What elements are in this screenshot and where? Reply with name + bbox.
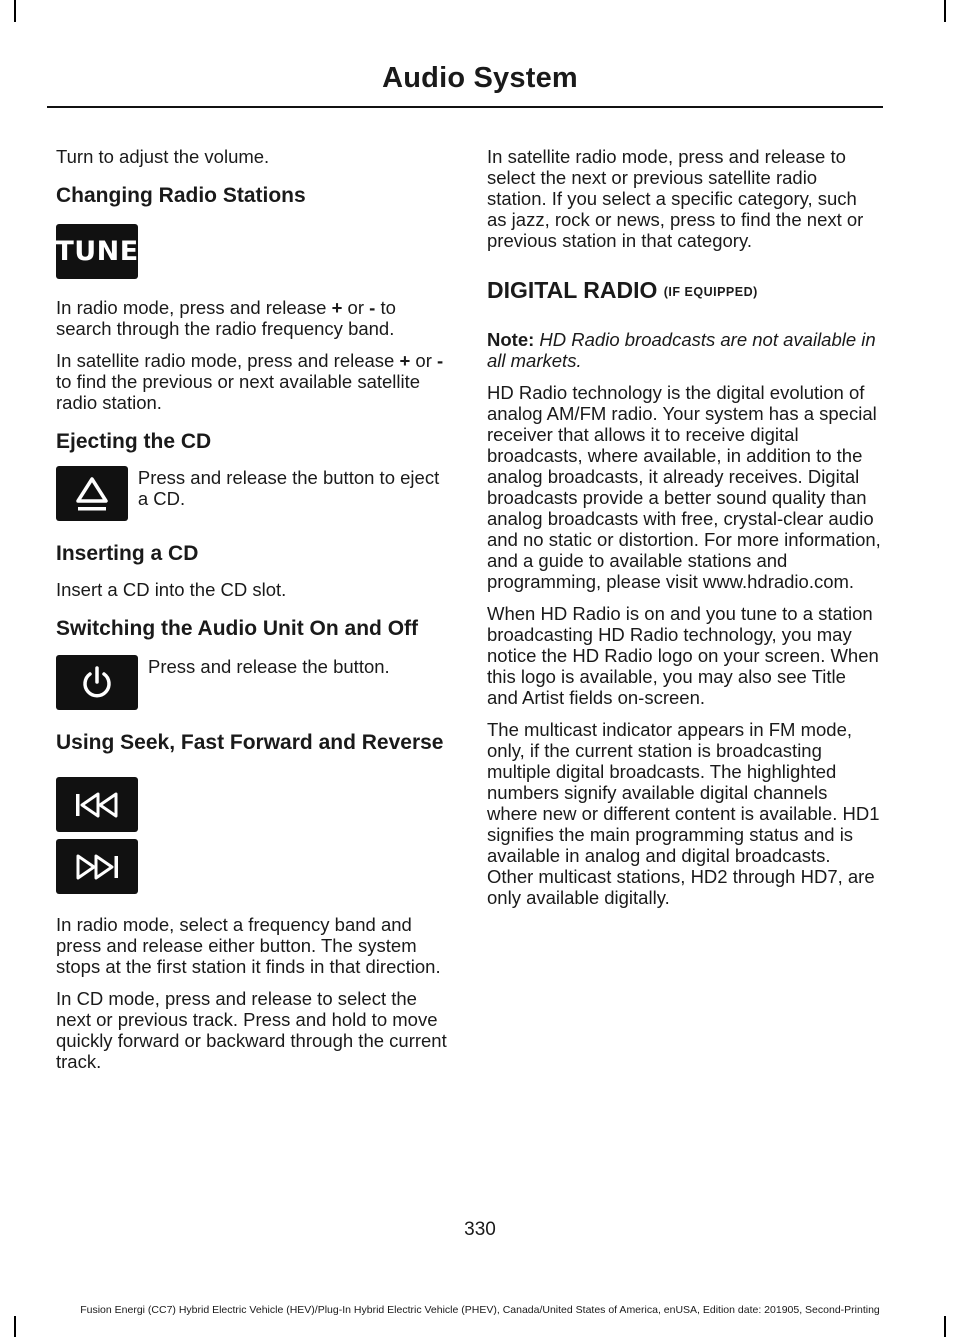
seek-forward-icon — [56, 839, 138, 894]
note-text: Note: HD Radio broadcasts are not available in all markets. — [487, 329, 876, 371]
hd-radio-logo-text: When HD Radio is on and you tune to a station broadcasting HD Radio technology, you may notice the HD Radio logo on your screen. When this logo is available, you may also see Title and Artist fields on-screen. — [487, 603, 879, 708]
hd-radio-intro: HD Radio technology is the digital evolution of analog AM/FM radio. Your system has a special receiver that allows it to receive digital broadcasts, where available, in addition to the analog broadcasts, it already receives. Digital broadcasts provide a better sound quality than analog broadcasts with free, crystal-clear audio and no static or distortion. For more information, and a guide to available stations and programming, please visit www.hdradio.com. — [487, 382, 881, 592]
power-row — [56, 655, 448, 710]
seek-back-glyph — [70, 788, 124, 822]
digital-radio-heading: DIGITAL RADIO (IF EQUIPPED) — [487, 277, 758, 303]
satellite-mode-text: In satellite radio mode, press and release + or - to find the previous or next available satellite radio station. — [56, 350, 444, 413]
left-column — [56, 146, 448, 1083]
crop-mark-bottom-left — [14, 1316, 16, 1337]
page-number: 330 — [464, 1219, 496, 1240]
ejecting-cd-heading: Ejecting the CD — [56, 430, 212, 453]
header-divider — [47, 106, 883, 108]
seek-cd-text: In CD mode, press and release to select the next or previous track. Press and hold to move quickly forward or backward through the current track. — [56, 988, 447, 1072]
volume-text: Turn to adjust the volume. — [56, 146, 270, 167]
seek-forward-glyph — [70, 850, 124, 884]
crop-mark-top-right — [944, 0, 946, 22]
power-glyph — [77, 663, 117, 703]
radio-mode-text: In radio mode, press and release + or - to search through the radio frequency band. — [56, 297, 396, 339]
document-footer: Fusion Energi (CC7) Hybrid Electric Vehicle (HEV)/Plug-In Hybrid Electric Vehicle (PHEV), Canada/United States of America, enUSA, Edition date: 201905, Second-Printing — [80, 1304, 880, 1316]
multicast-text: The multicast indicator appears in FM mode, only, if the current station is broadcasting multiple digital broadcasts. The highlighted numbers signify available digital channels where new or different content is available. HD1 signifies the main programming status and is available in analog and digital broadcasts. Other multicast stations, HD2 through HD7, are only available digitally. — [487, 719, 880, 908]
tune-icon — [56, 224, 138, 279]
crop-mark-top-left — [14, 0, 16, 22]
power-text: Press and release the button. — [148, 656, 390, 677]
power-heading: Switching the Audio Unit On and Off — [56, 617, 419, 640]
satellite-category-text: In satellite radio mode, press and release to select the next or previous satellite radio station. If you select a specific category, such as jazz, rock or news, press to find the next or previous station in that category. — [487, 146, 864, 251]
seek-radio-text: In radio mode, select a frequency band and press and release either button. The system stops at the first station it finds in that direction. — [56, 914, 441, 977]
seek-heading: Using Seek, Fast Forward and Reverse — [56, 731, 444, 754]
tune-icon-label: TUNE — [55, 236, 139, 267]
right-column — [487, 146, 881, 919]
eject-text: Press and release the button to eject a CD. — [137, 467, 440, 509]
eject-glyph — [72, 474, 112, 514]
crop-mark-bottom-right — [944, 1316, 946, 1337]
insert-text: Insert a CD into the CD slot. — [56, 579, 287, 600]
eject-icon — [56, 466, 128, 521]
changing-radio-stations-heading: Changing Radio Stations — [56, 184, 306, 207]
eject-row — [56, 466, 448, 521]
page-title: Audio System — [382, 62, 578, 94]
power-icon — [56, 655, 138, 710]
inserting-cd-heading: Inserting a CD — [56, 542, 199, 565]
seek-back-icon — [56, 777, 138, 832]
